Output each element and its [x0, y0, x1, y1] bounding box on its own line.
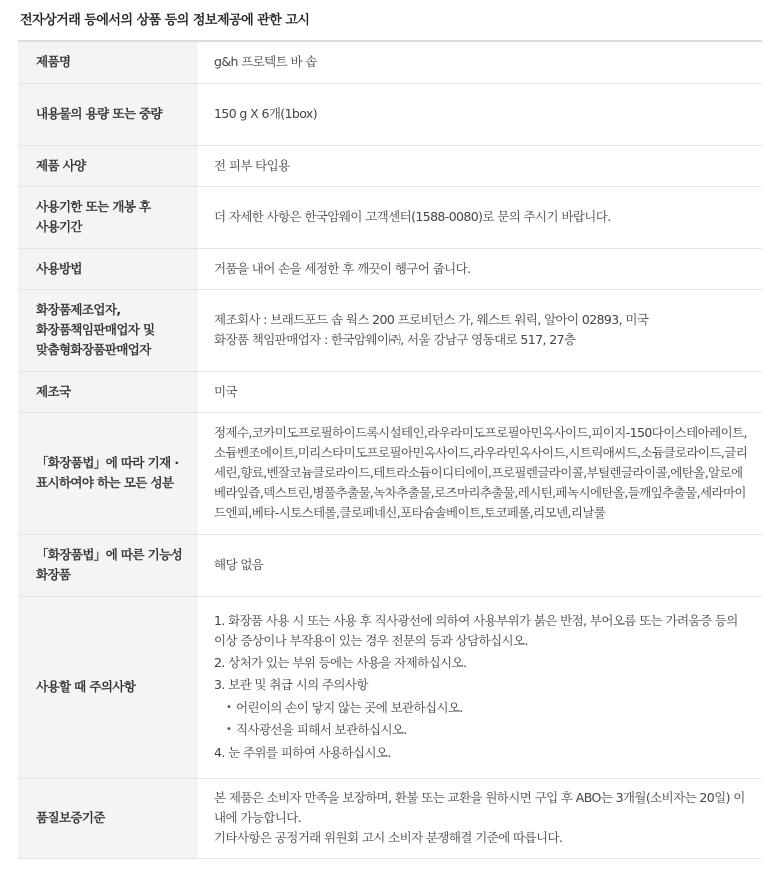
table-row-functional	[18, 534, 762, 596]
caution-item-3: 3. 보관 및 취급 시의 주의사항	[214, 677, 368, 692]
caution-sublist	[214, 697, 750, 741]
notice-title: 전자상거래 등에서의 상품 등의 정보제공에 관한 고시	[18, 0, 762, 42]
row-label: 화장품제조업자, 화장품책임판매업자 및 맞춤형화장품판매업자	[18, 289, 198, 371]
row-label: 제조국	[18, 371, 198, 412]
table-row-cautions	[18, 596, 762, 778]
row-value	[198, 778, 762, 858]
table-row-product-name	[18, 42, 762, 83]
list-item: • 어린이의 손이 닿지 않는 곳에 보관하십시오.	[236, 697, 750, 719]
row-label: 사용기한 또는 개봉 후 사용기간	[18, 186, 198, 248]
row-label: 품질보증기준	[18, 778, 198, 858]
table-row-usage	[18, 248, 762, 289]
row-value: 전 피부 타입용	[198, 145, 762, 186]
row-value: 150 g X 6개(1box)	[198, 83, 762, 145]
row-value: g&h 프로텍트 바 솝	[198, 42, 762, 83]
product-info-notice	[18, 0, 762, 859]
quality-line-2: 기타사항은 공정거래 위원회 고시 소비자 분쟁해결 기준에 따릅니다.	[214, 830, 563, 845]
row-label: 사용할 때 주의사항	[18, 596, 198, 778]
row-value: 거품을 내어 손을 세정한 후 깨끗이 헹구어 줍니다.	[198, 248, 762, 289]
caution-item-2: 2. 상처가 있는 부위 등에는 사용을 자제하십시오.	[214, 655, 467, 670]
row-value	[198, 289, 762, 371]
row-value	[198, 596, 762, 778]
row-value: 해당 없음	[198, 534, 762, 596]
table-row-country	[18, 371, 762, 412]
row-label: 제품명	[18, 42, 198, 83]
table-row-expiry	[18, 186, 762, 248]
row-value: 더 자세한 사항은 한국암웨이 고객센터(1588-0080)로 문의 주시기 바랍니다.	[198, 186, 762, 248]
list-item: • 직사광선을 피해서 보관하십시오.	[236, 719, 750, 741]
table-row-manufacturer	[18, 289, 762, 371]
table-row-ingredients	[18, 412, 762, 534]
row-value: 정제수,코카미도프로필하이드록시설테인,라우라미도프로필아민옥사이드,피이지-150다이스테아레이트,소듐벤조에이트,미리스타미도프로필아민옥사이드,라우라민옥사이드,시트릭애씨드,소듐클로라이드,글리세린,향료,벤잘코늄클로라이드,테트라소듐이디티에이,프로필렌글라이콜,부틸렌글라이콜,에탄올,알로에베라잎즙,덱스트린,병풀추출물,녹차추출물,로즈마리추출물,레시틴,페녹시에탄올,들깨잎추출물,세라마이드엔피,베타-시토스테롤,클로페네신,포타슘솔베이트,토코페롤,리모넨,리날룰	[198, 412, 762, 534]
row-label: 제품 사양	[18, 145, 198, 186]
table-row-quality	[18, 778, 762, 858]
quality-line-1: 본 제품은 소비자 만족을 보장하며, 환불 또는 교환을 원하시면 구입 후 ABO는 3개월(소비자는 20일) 이내에 가능합니다.	[214, 790, 745, 825]
caution-item-4: 4. 눈 주위를 피하여 사용하십시오.	[214, 745, 391, 760]
seller-line: 화장품 책임판매업자 : 한국암웨이㈜, 서울 강남구 영동대로 517, 27층	[214, 332, 576, 347]
table-row-capacity	[18, 83, 762, 145]
row-label: 「화장품법」에 따라 기재 · 표시하여야 하는 모든 성분	[18, 412, 198, 534]
row-value: 미국	[198, 371, 762, 412]
row-label: 「화장품법」에 따른 기능성 화장품	[18, 534, 198, 596]
row-label: 사용방법	[18, 248, 198, 289]
product-info-table	[18, 42, 762, 859]
row-label: 내용물의 용량 또는 중량	[18, 83, 198, 145]
table-row-spec	[18, 145, 762, 186]
caution-item-1: 1. 화장품 사용 시 또는 사용 후 직사광선에 의하여 사용부위가 붉은 반점, 부어오름 또는 가려움증 등의 이상 증상이나 부작용이 있는 경우 전문의 등과 상담하십시오.	[214, 613, 738, 648]
manufacturer-line: 제조회사 : 브래드포드 솝 웍스 200 프로비던스 가, 웨스트 워릭, 알아이 02893, 미국	[214, 312, 649, 327]
